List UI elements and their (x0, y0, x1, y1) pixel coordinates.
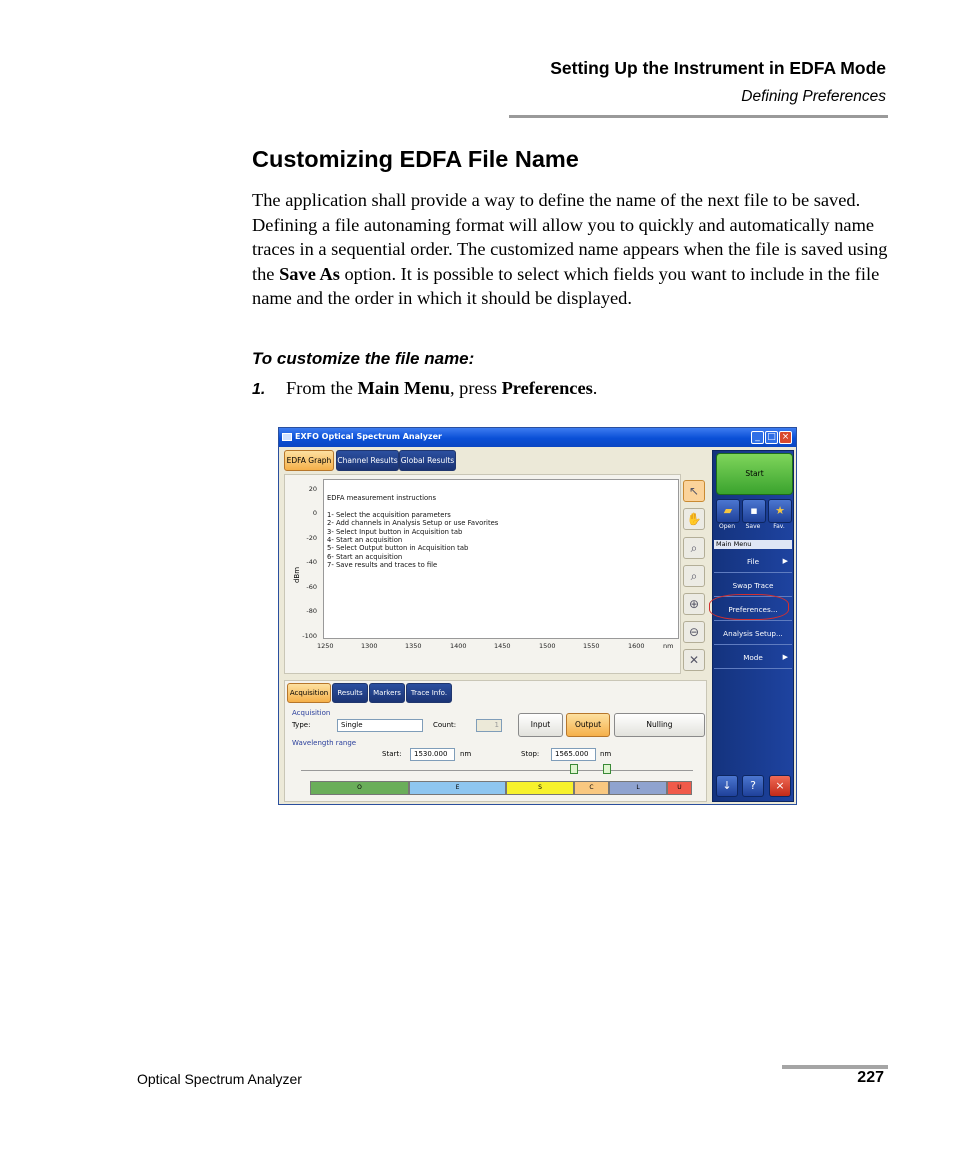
band-e: E (409, 781, 506, 795)
minimize-app-icon[interactable]: ↓ (716, 775, 738, 797)
y-tick: -60 (306, 583, 317, 591)
y-tick: 0 (312, 509, 317, 517)
wavelength-group-label: Wavelength range (292, 739, 357, 747)
graph-panel (284, 474, 681, 674)
menu-item-swap-trace[interactable]: Swap Trace (714, 574, 792, 597)
menu-item-preferences[interactable]: Preferences... (714, 598, 792, 621)
tab-trace-info[interactable]: Trace Info. (406, 683, 452, 703)
window-title: EXFO Optical Spectrum Analyzer (295, 432, 442, 441)
section-heading: Customizing EDFA File Name (252, 146, 579, 172)
window-titlebar (279, 428, 796, 447)
minimize-button[interactable]: _ (751, 431, 764, 444)
zoom-area-icon[interactable]: ⌕ (683, 537, 705, 559)
step-number: 1. (252, 381, 266, 398)
start-slider-handle[interactable] (570, 764, 578, 774)
y-tick: -40 (306, 558, 317, 566)
help-icon[interactable]: ? (742, 775, 764, 797)
open-folder-icon[interactable]: ▰ (716, 499, 740, 523)
output-button[interactable]: Output (566, 713, 610, 737)
start-button[interactable]: Start (716, 453, 793, 495)
stop-slider-handle[interactable] (603, 764, 611, 774)
measurement-instructions: EDFA measurement instructions 1- Select the acquisition parameters 2- Add channels in Analysis Setup or use Favorites 3- Select Input button in Acquisition tab 4- Start an acquisition 5- Select Output button in Acquisition tab 6- Start an acquisition 7- Save results and traces to file (327, 494, 499, 570)
menu-item-file[interactable]: File ▶ (714, 550, 792, 573)
footer-product: Optical Spectrum Analyzer (137, 1071, 302, 1087)
acquisition-group-label: Acquisition (292, 709, 331, 717)
wavelength-slider-track[interactable] (301, 770, 693, 771)
stop-wl-field[interactable]: 1565.000 (551, 748, 596, 761)
menu-item-mode[interactable]: Mode ▶ (714, 646, 792, 669)
y-tick: -20 (306, 534, 317, 542)
submenu-arrow-icon: ▶ (782, 557, 788, 565)
spectrum-plot[interactable] (323, 479, 679, 639)
y-tick: 20 (308, 485, 317, 493)
nulling-button[interactable]: Nulling (614, 713, 705, 737)
tab-results[interactable]: Results (332, 683, 368, 703)
preferences-highlight-circle (709, 594, 789, 620)
submenu-arrow-icon: ▶ (782, 653, 788, 661)
header-rule (509, 115, 888, 118)
x-tick: 1350 (405, 642, 422, 650)
count-label: Count: (433, 721, 457, 729)
fav-label: Fav. (773, 523, 785, 530)
close-button[interactable]: × (779, 431, 792, 444)
band-l: L (609, 781, 667, 795)
x-tick: 1500 (539, 642, 556, 650)
menu-item-analysis-setup[interactable]: Analysis Setup... (714, 622, 792, 645)
pointer-tool-icon[interactable]: ↖ (683, 480, 705, 502)
type-select[interactable]: Single (337, 719, 423, 732)
acquisition-panel (284, 680, 707, 802)
save-label: Save (745, 523, 761, 530)
start-wl-label: Start: (382, 750, 402, 758)
zoom-out-icon[interactable]: ⊖ (683, 621, 705, 643)
x-tick: 1300 (361, 642, 378, 650)
save-as-term: Save As (279, 263, 340, 284)
tab-edfa-graph[interactable]: EDFA Graph (284, 450, 334, 471)
tab-acquisition[interactable]: Acquisition (287, 683, 331, 703)
side-panel (712, 450, 794, 802)
stop-unit: nm (600, 750, 612, 758)
procedure-title: To customize the file name: (252, 349, 475, 368)
start-wl-field[interactable]: 1530.000 (410, 748, 455, 761)
favorites-star-icon[interactable]: ★ (768, 499, 792, 523)
open-label: Open (718, 523, 736, 530)
x-tick: 1400 (450, 642, 467, 650)
x-tick: 1600 (628, 642, 645, 650)
page-number: 227 (857, 1069, 884, 1086)
running-header-title: Setting Up the Instrument in EDFA Mode (550, 58, 886, 78)
input-button[interactable]: Input (518, 713, 563, 737)
x-tick: 1450 (494, 642, 511, 650)
y-tick: -100 (302, 632, 317, 640)
band-o: O (310, 781, 409, 795)
app-screenshot (278, 427, 797, 805)
exit-icon[interactable]: × (769, 775, 791, 797)
x-tick: 1550 (583, 642, 600, 650)
y-tick: -80 (306, 607, 317, 615)
band-c: C (574, 781, 609, 795)
step-1: 1. From the Main Menu, press Preferences. (252, 378, 598, 398)
intro-paragraph: The application shall provide a way to define the name of the next file to be saved. Defining a file autonaming format will allow you to quickly and automatically name traces in a sequential order. The customized name appears when the file is saved using the Save As option. It is possible to select which fields you want to include in the file name and the order in which it should be displayed. (252, 190, 888, 308)
tab-channel-results[interactable]: Channel Results (336, 450, 399, 471)
start-unit: nm (460, 750, 472, 758)
zoom-in-icon[interactable]: ⊕ (683, 593, 705, 615)
y-axis-label: dBm (293, 566, 302, 584)
tab-global-results[interactable]: Global Results (399, 450, 456, 471)
x-tick: 1250 (317, 642, 334, 650)
pan-hand-icon[interactable]: ✋ (683, 508, 705, 530)
x-axis-unit: nm (663, 642, 674, 650)
save-disk-icon[interactable]: ▪ (742, 499, 766, 523)
tab-markers[interactable]: Markers (369, 683, 405, 703)
stop-wl-label: Stop: (521, 750, 540, 758)
full-view-icon[interactable]: ✕ (683, 649, 705, 671)
band-s: S (506, 781, 574, 795)
count-field[interactable]: 1 (476, 719, 502, 732)
app-icon (282, 433, 292, 441)
type-label: Type: (292, 721, 311, 729)
main-menu-header: Main Menu (714, 540, 792, 549)
zoom-fit-icon[interactable]: ⌕ (683, 565, 705, 587)
band-u: U (667, 781, 692, 795)
maximize-button[interactable]: □ (765, 431, 778, 444)
running-header-subtitle: Defining Preferences (741, 88, 886, 105)
